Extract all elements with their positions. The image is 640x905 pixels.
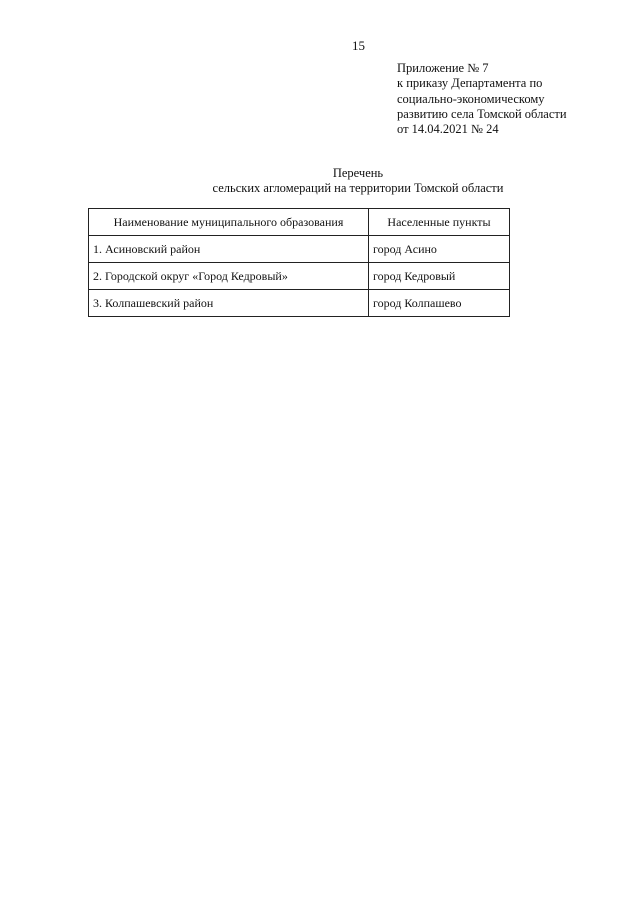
table-row <box>89 290 510 317</box>
document-subtitle: сельских агломераций на территории Томской области <box>212 181 504 195</box>
appendix-line: от 14.04.2021 № 24 <box>397 122 499 137</box>
settlement-cell: город Колпашево <box>369 290 510 317</box>
table-row <box>89 263 510 290</box>
settlement-cell: город Кедровый <box>369 263 510 290</box>
appendix-line: развитию села Томской области <box>397 106 567 121</box>
page-number: 15 <box>352 38 365 53</box>
settlement-cell: город Асино <box>369 236 510 263</box>
agglomerations-table <box>88 208 510 317</box>
document-title: Перечень <box>332 166 384 180</box>
municipality-cell: 3. Колпашевский район <box>89 290 369 317</box>
appendix-reference <box>397 61 617 137</box>
column-header-municipality: Наименование муниципального образования <box>89 209 369 236</box>
appendix-line: Приложение № 7 <box>397 61 489 75</box>
municipality-cell: 1. Асиновский район <box>89 236 369 263</box>
column-header-settlements: Населенные пункты <box>369 209 510 236</box>
table-row <box>89 236 510 263</box>
appendix-line: к приказу Департамента по <box>397 76 543 91</box>
municipality-cell: 2. Городской округ «Город Кедровый» <box>89 263 369 290</box>
table-header-row <box>89 209 510 236</box>
appendix-line: социально-экономическому <box>397 91 545 106</box>
